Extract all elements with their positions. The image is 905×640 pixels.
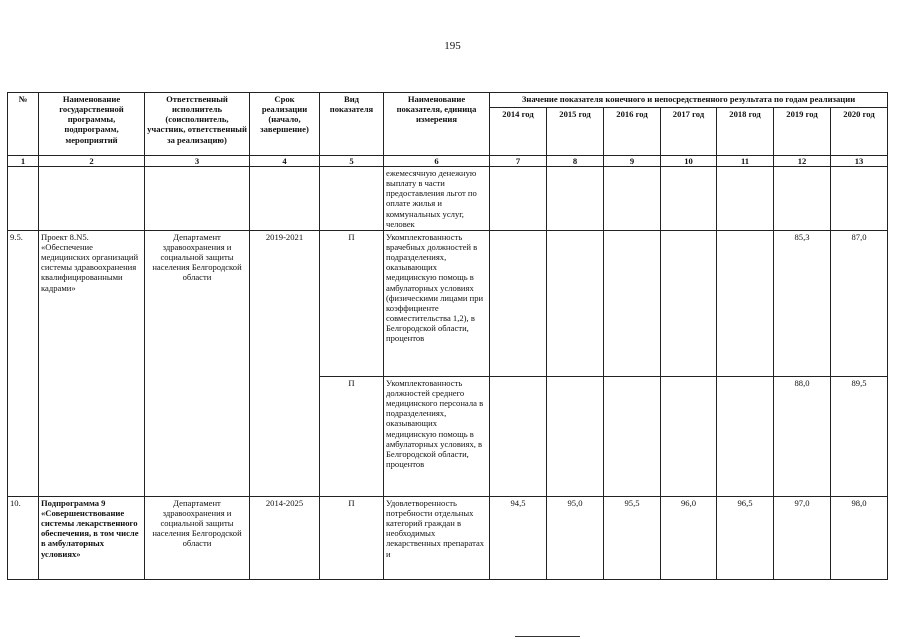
- value-cell: 96,0: [661, 496, 717, 579]
- header-no: №: [8, 93, 39, 156]
- table-row: [8, 230, 888, 376]
- name-cell: Подпрограмма 9 «Совершенствование системы лекарственного обеспечения, в том числе в амбулаторных условиях»: [39, 496, 145, 579]
- table-row: [8, 496, 888, 579]
- header-values-group: Значение показателя конечного и непосредственного результата по годам реализации: [490, 93, 888, 108]
- header-year: 2014 год: [490, 108, 547, 156]
- header-executor: Ответственный исполнитель (соисполнитель, участник, ответственный за реализацию): [145, 93, 250, 156]
- value-cell: 87,0: [831, 230, 888, 376]
- column-number: 11: [717, 156, 774, 167]
- column-number: 13: [831, 156, 888, 167]
- value-cell: 89,5: [831, 376, 888, 496]
- indicator-cell: Укомплектованность должностей среднего медицинского персонала в подразделениях, оказывающих медицинскую помощь в амбулаторных условиях, в Белгородской области, процентов: [384, 376, 490, 496]
- value-cell: 95,0: [547, 496, 604, 579]
- value-cell: 94,5: [490, 496, 547, 579]
- column-number: 12: [774, 156, 831, 167]
- value-cell: 96,5: [717, 496, 774, 579]
- period-cell: 2014-2025: [250, 496, 320, 579]
- header-year: 2018 год: [717, 108, 774, 156]
- type-cell: П: [320, 376, 384, 496]
- executor-cell: Департамент здравоохранения и социальной защиты населения Белгородской области: [145, 230, 250, 496]
- header-indicator: Наименование показателя, единица измерения: [384, 93, 490, 156]
- header-name: Наименование государственной программы, подпрограмм, мероприятий: [39, 93, 145, 156]
- indicators-table: [7, 92, 888, 580]
- column-number: 3: [145, 156, 250, 167]
- value-cell: [717, 230, 774, 376]
- table-row: [8, 167, 888, 231]
- row-number-cell: 9.5.: [8, 230, 39, 496]
- value-cell: 95,5: [604, 496, 661, 579]
- type-cell: П: [320, 230, 384, 376]
- page-number: 195: [444, 40, 461, 52]
- indicator-cell: Укомплектованность врачебных должностей в подразделениях, оказывающих медицинскую помощь в амбулаторных условиях (физическими лицами при коэффициенте совместительства 1,2), в Белгородской области, процентов: [384, 230, 490, 376]
- row-number-cell: 10.: [8, 496, 39, 579]
- type-cell: П: [320, 496, 384, 579]
- column-numbers-row: [8, 156, 888, 167]
- bottom-line-mark: [515, 636, 580, 637]
- column-number: 5: [320, 156, 384, 167]
- header-year: 2020 год: [831, 108, 888, 156]
- value-cell: [717, 376, 774, 496]
- column-number: 10: [661, 156, 717, 167]
- column-number: 8: [547, 156, 604, 167]
- column-number: 1: [8, 156, 39, 167]
- value-cell: [490, 230, 547, 376]
- column-number: 6: [384, 156, 490, 167]
- header-type: Вид показателя: [320, 93, 384, 156]
- value-cell: 88,0: [774, 376, 831, 496]
- value-cell: 98,0: [831, 496, 888, 579]
- header-year: 2015 год: [547, 108, 604, 156]
- executor-cell: Департамент здравоохранения и социальной защиты населения Белгородской области: [145, 496, 250, 579]
- name-cell: Проект 8.N5. «Обеспечение медицинских организаций системы здравоохранения квалифицированными кадрами»: [39, 230, 145, 496]
- period-cell: 2019-2021: [250, 230, 320, 496]
- header-row: [8, 93, 888, 108]
- column-number: 2: [39, 156, 145, 167]
- column-number: 7: [490, 156, 547, 167]
- header-period: Срок реализации (начало, завершение): [250, 93, 320, 156]
- value-cell: [661, 376, 717, 496]
- column-number: 9: [604, 156, 661, 167]
- value-cell: [604, 376, 661, 496]
- value-cell: [547, 376, 604, 496]
- value-cell: 97,0: [774, 496, 831, 579]
- value-cell: [490, 376, 547, 496]
- value-cell: 85,3: [774, 230, 831, 376]
- indicator-cell: ежемесячную денежную выплату в части предоставления льгот по оплате жилья и коммунальных услуг, человек: [384, 167, 490, 231]
- column-number: 4: [250, 156, 320, 167]
- value-cell: [661, 230, 717, 376]
- header-year: 2016 год: [604, 108, 661, 156]
- indicator-cell: Удовлетворенность потребности отдельных категорий граждан в необходимых лекарственных препаратах и: [384, 496, 490, 579]
- value-cell: [547, 230, 604, 376]
- value-cell: [604, 230, 661, 376]
- header-year: 2019 год: [774, 108, 831, 156]
- header-year: 2017 год: [661, 108, 717, 156]
